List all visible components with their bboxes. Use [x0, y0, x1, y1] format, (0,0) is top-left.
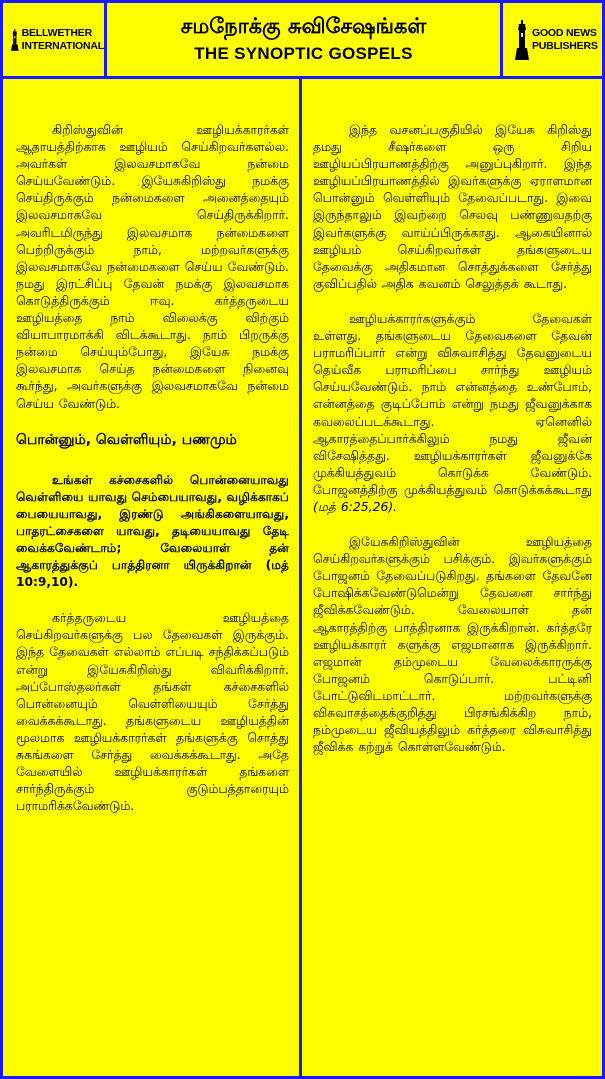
good-news-logo [500, 3, 602, 76]
right-paragraph-1: இந்த வசனப்பகுதியில் இயேசு கிறிஸ்து தமது சீஷர்களை ஒரு சிறிய ஊழியப்பிரயாணத்திற்கு அனுப்புகிறார். இந்த ஊழியப்பிரயாணத்தில் இவர்களுக்கு ஏராளமான பொன்னும் வெள்ளியும் தேவைப்படாது. இவை இருந்தாலும் இவற்றை செலவு பண்ணுவதற்கு இவர்களுக்கு வாய்ப்பிருக்காது. ஆகையினால் ஊழியம் செய்கிறவர்கள் தங்களுடைய தேவைக்கு அதிகமான சொத்துக்களை சேர்த்து குவிப்பதில் அதிக கவனம் செலுத்தக் கூடாது. [313, 122, 592, 291]
logo-right-line1: GOOD NEWS [532, 26, 597, 39]
right-paragraph-2-text: ஊழியக்காரர்களுக்கும் தேவைகள் உள்ளது. தங்களுடைய தேவைகளை தேவன் பராமரிப்பார் என்று விசுவாசித்து தேவனுடைய தெய்வீக பராமரிப்பை சார்ந்து ஊழியம் செய்யவேண்டும். நாம் என்னத்தை உண்போம், என்னத்தை குடிப்போம் என்று நமது ஜீவனுக்காக கவலைப்படக்கூடாது. ஏனெனில் ஆகாரத்தைப்பார்க்கிலும் நமது ஜீவன் விசேஷித்தது. ஊழியக்காரர்கள் ஜீவனுக்கே முக்கியத்துவம் கொடுக்க வேண்டும். போஜனத்திற்கு முக்கியத்துவம் கொடுக்கக்கூடாது [313, 310, 592, 497]
left-paragraph-1: கிறிஸ்துவின் ஊழியக்காரர்கள் ஆதாயத்திற்காக ஊழியம் செய்கிறவர்களல்ல. அவர்கள் இலவசமாகவே நன்மை செய்யவேண்டும். இயேசுகிறிஸ்து நமக்கு செய்திருக்கும் நன்மைகளை அனைத்தையும் இலவசமாகவே செய்திருக்கிறார். அவரிடமிருந்து இலவசமாக நன்மைகளை பெற்றிருக்கும் நாம், மற்றவர்களுக்கு இலவசமாகவே நன்மைகளை செய்ய வேண்டும். நமது இரட்சிப்பு தேவன் நமக்கு இலவசமாக கொடுத்திருக்கும் ஈவு. கர்த்தருடைய ஊழியத்தை நாம் விலைக்கு விற்கும் வியாபாரமாக்கி விடக்கூடாது. நாம் பிறருக்கு நன்மை செய்யும்போது, இயேசு நமக்கு இலவசமாக செய்த நன்மைகளை நினைவு கூர்ந்து, அவர்களுக்கு இலவசமாகவே நன்மை செய்ய வேண்டும். [16, 122, 289, 411]
title-box [107, 3, 500, 76]
scripture-reference: (மத் 6:25,26). [313, 498, 398, 514]
tower-icon [11, 20, 19, 60]
logo-left-line1: BELLWETHER [21, 26, 92, 39]
page-title-english: THE SYNOPTIC GOSPELS [194, 43, 413, 63]
left-column [3, 79, 302, 1076]
content-columns [3, 79, 602, 1076]
logo-left-line2: INTERNATIONAL [21, 39, 104, 52]
right-column [302, 79, 602, 1076]
left-paragraph-2: கர்த்தருடைய ஊழியத்தை செய்கிறவர்களுக்கு பல தேவைகள் இருக்கும். இந்த தேவைகள் எல்லாம் எப்படி சந்திக்கப்படும் என்று இயேசுகிறிஸ்து விவரிக்கிறார். அப்போஸ்தலர்கள் தங்கள் கச்சைகளில் பொன்னையும் வெள்ளியையும் சேர்த்து வைக்கக்கூடாது. தங்களுடைய ஊழியத்தின் மூலமாக ஊழியக்காரர்கள் தங்களுக்கு சொத்து சுகங்களை சேர்த்து வைக்கக்கூடாது. அதே வேளையில் ஊழியக்காரர்கள் தங்களை சார்ந்திருக்கும் குடும்பத்தாரையும் பராமரிக்கவேண்டும். [16, 610, 289, 814]
tower-icon [515, 20, 529, 60]
right-paragraph-3: இயேசுகிறிஸ்துவின் ஊழியத்தை செய்கிறவர்களுக்கும் பசிக்கும். இவர்களுக்கும் போஜனம் தேவைப்படுகிறது. தங்களை தேவனே போஷிக்கவேண்டுமென்று தேவனை சார்ந்து ஜீவிக்கவேண்டும். வேலையாள் தன் ஆகாரத்திற்கு பாத்திரனாக இருக்கிறான். கர்த்தரே ஊழியக்காரர் களுக்கு எஜமானாக இருக்கிறார். எஜமான் தம்முடைய வேலைக்காரருக்கு போஜனம் கொடுப்பார். பட்டினி போட்டுவிடமாட்டார். மற்றவர்களுக்கு விசுவாசத்தைக்குறித்து பிரசங்கிக்கிற நாம், நம்முடைய ஜீவியத்திலும் கர்த்தரை விசுவாசித்து ஜீவிக்க கற்றுக் கொள்ளவேண்டும். [313, 534, 592, 755]
scripture-quote: உங்கள் கச்சைகளில் பொன்னையாவது வெள்ளியை யாவது செம்பையாவது, வழிக்காகப் பையையாவது, இரண்டு அங்கிகளையாவது, பாதரட்சைகளை யாவது, தடியையாவது தேடி வைக்கவேண்டாம்; வேலையாள் தன் ஆகாரத்துக்குப் பாத்திரனா யிருக்கிறான் (மத் 10:9,10). [16, 472, 289, 590]
page-title-tamil: சமநோக்கு சுவிசேஷங்கள் [180, 13, 427, 38]
right-paragraph-2 [313, 310, 592, 515]
section-heading: பொன்னும், வெள்ளியும், பணமும் [16, 431, 237, 448]
bellwether-logo [3, 3, 107, 76]
header [3, 3, 602, 79]
logo-right-line2: PUBLISHERS [532, 39, 598, 52]
